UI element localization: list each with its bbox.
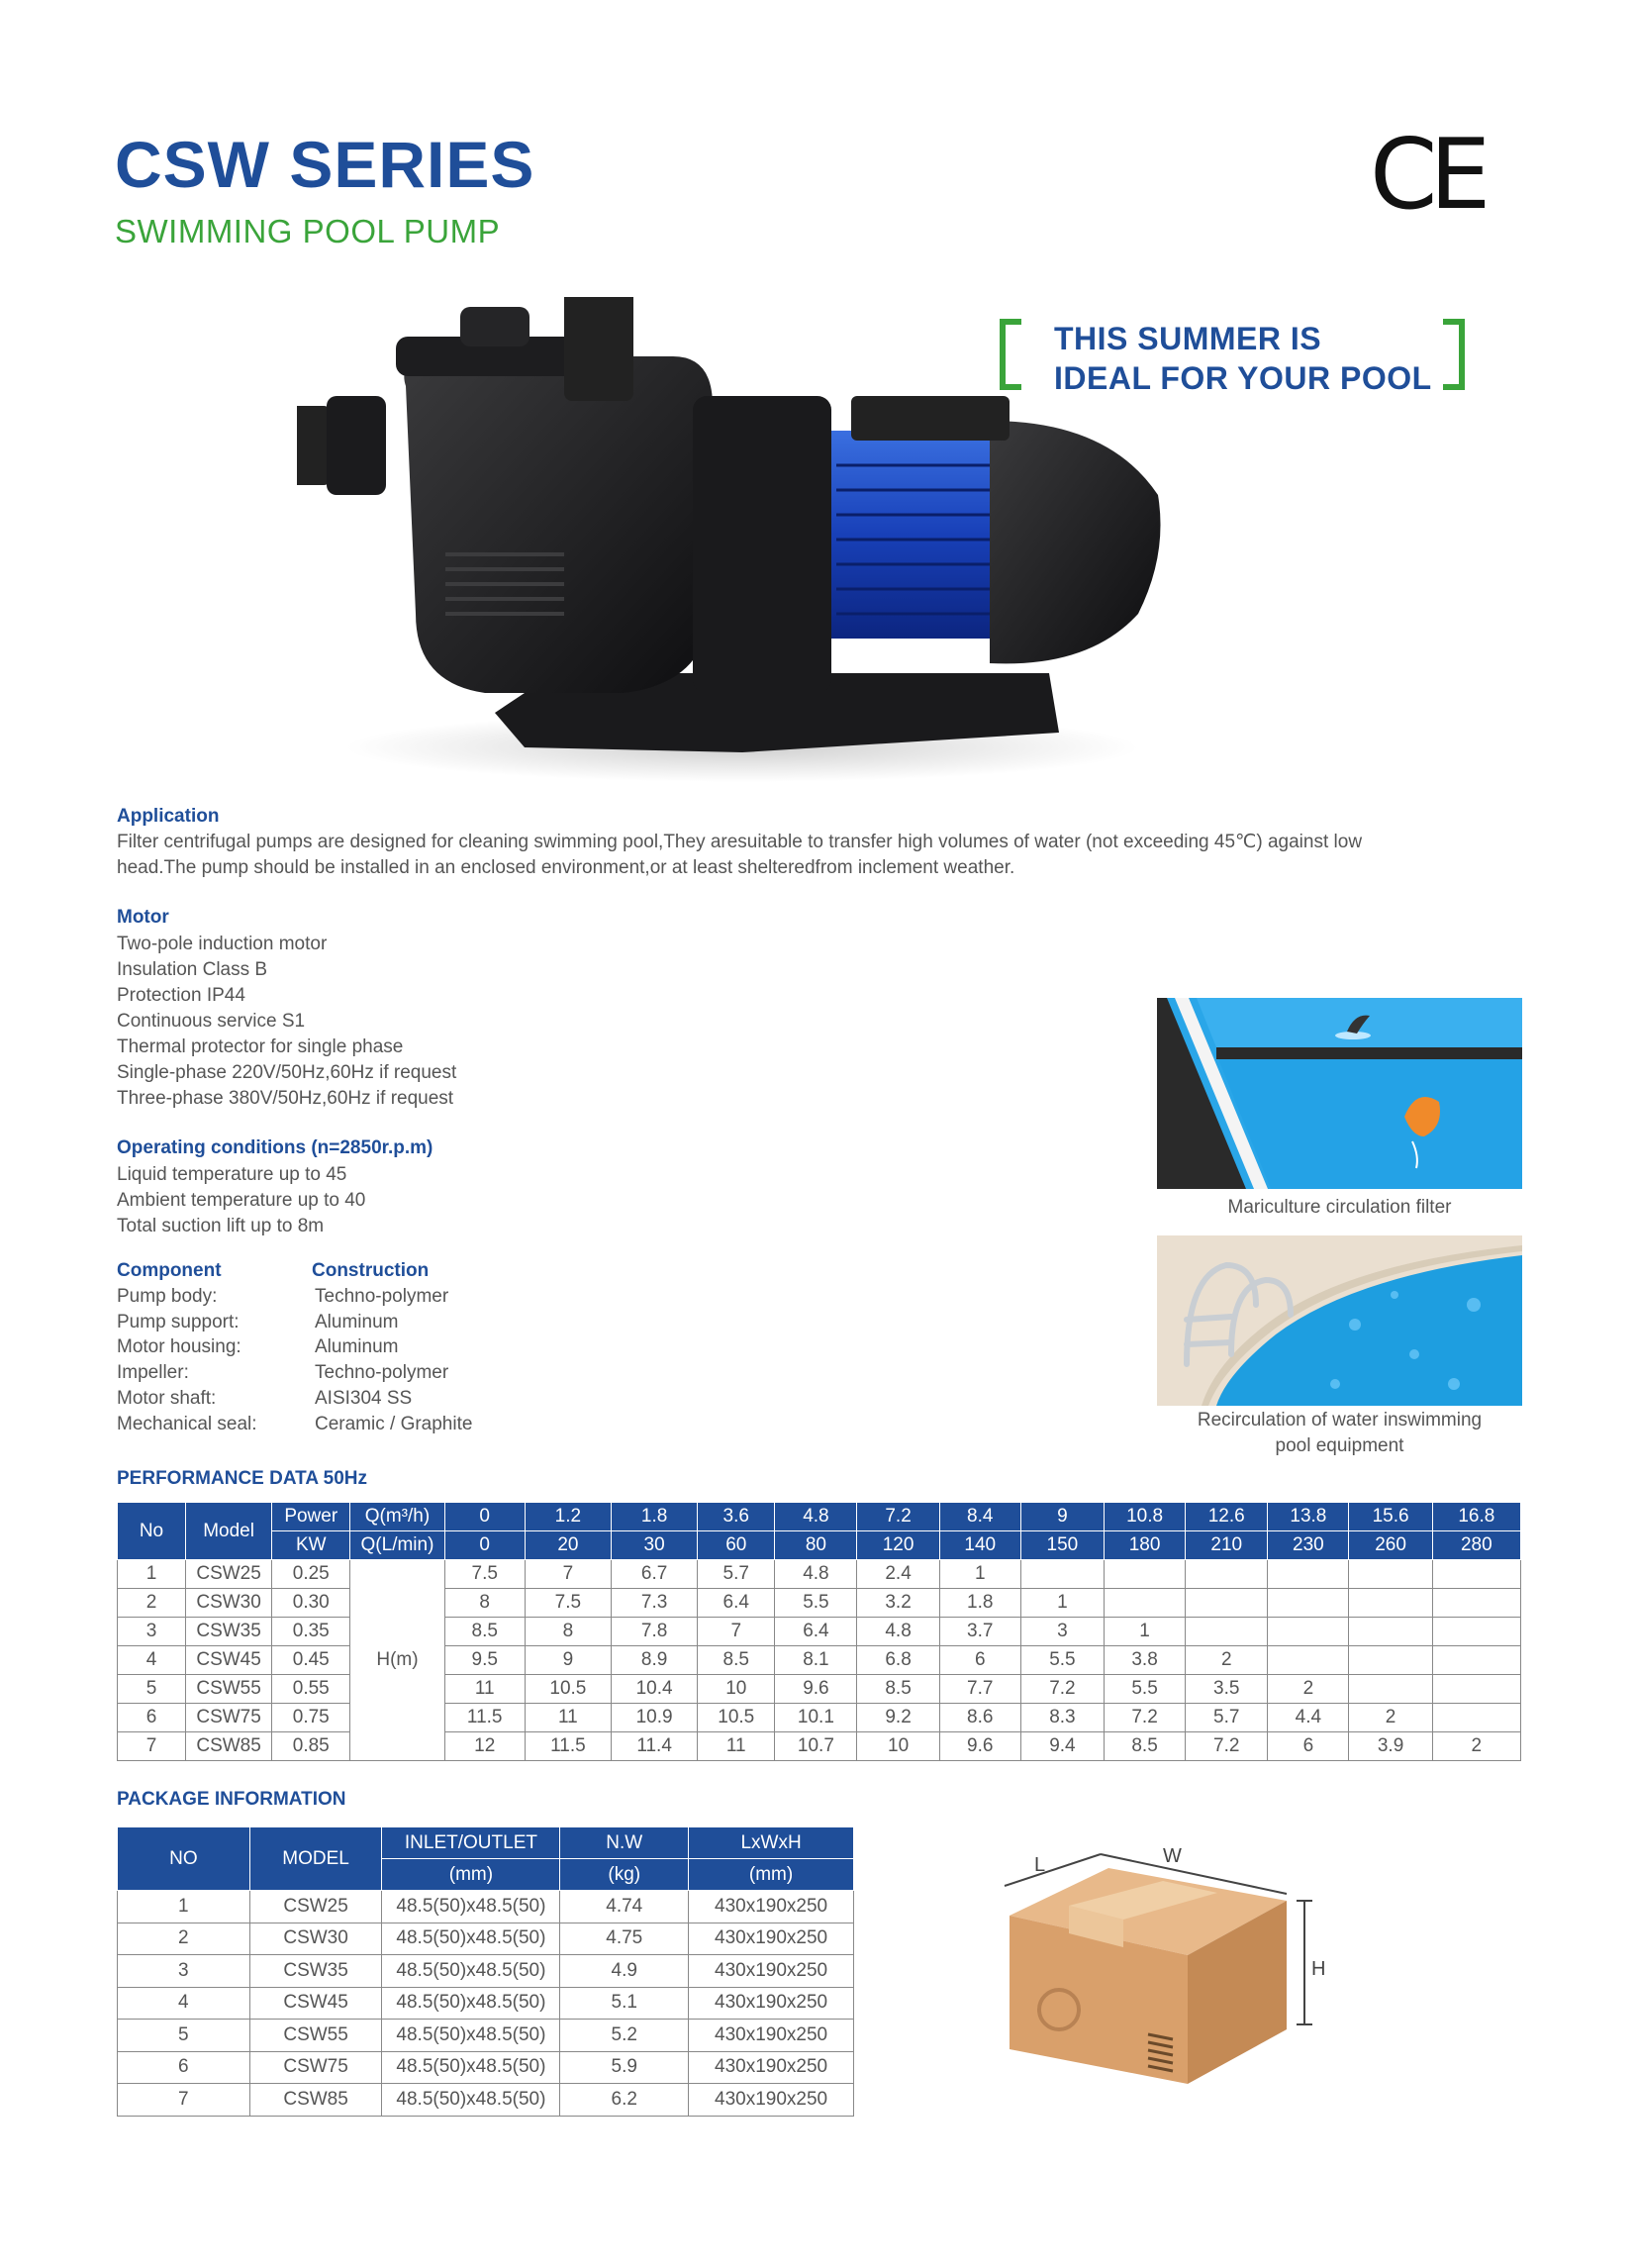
head-value-cell: 9 — [525, 1646, 611, 1675]
head-value-cell — [1432, 1646, 1520, 1675]
head-value-cell — [1186, 1589, 1268, 1618]
row-kw: 0.45 — [272, 1646, 350, 1675]
row-no: 6 — [118, 2051, 250, 2084]
row-dim: 430x190x250 — [689, 2020, 854, 2052]
col-power: Power — [272, 1503, 350, 1531]
head-value-cell: 10.9 — [612, 1704, 698, 1732]
table-row — [118, 1732, 1521, 1761]
head-value-cell: 3.5 — [1186, 1675, 1268, 1704]
row-kw: 0.30 — [272, 1589, 350, 1618]
row-no: 5 — [118, 2020, 250, 2052]
row-model: CSW35 — [185, 1618, 271, 1646]
table-row — [118, 2051, 854, 2084]
head-value-cell: 9.4 — [1020, 1732, 1104, 1761]
head-value-cell: 6.4 — [698, 1589, 775, 1618]
cardboard-box-image — [990, 1836, 1326, 2094]
head-value-cell: 11.5 — [525, 1732, 611, 1761]
head-value-cell: 8.3 — [1020, 1704, 1104, 1732]
application-line-2: head.The pump should be installed in an enclosed environment,or at least shelteredfrom inclement weather. — [117, 857, 1015, 878]
performance-header-row — [118, 1531, 1521, 1560]
head-value-cell — [1432, 1704, 1520, 1732]
motor-item: Thermal protector for single phase — [117, 1036, 404, 1057]
page-subtitle: SWIMMING POOL PUMP — [115, 213, 501, 249]
head-value-cell — [1186, 1560, 1268, 1589]
head-value-cell: 6 — [1268, 1732, 1349, 1761]
head-value-cell — [1268, 1646, 1349, 1675]
row-kw: 0.85 — [272, 1732, 350, 1761]
table-row — [118, 1987, 854, 2020]
head-value-cell: 7.2 — [1104, 1704, 1185, 1732]
head-value-cell: 7.3 — [612, 1589, 698, 1618]
head-value-cell: 5.7 — [1186, 1704, 1268, 1732]
row-model: CSW25 — [185, 1560, 271, 1589]
performance-table — [117, 1502, 1521, 1761]
col-kw: KW — [272, 1531, 350, 1560]
row-kw: 0.55 — [272, 1675, 350, 1704]
row-model: CSW85 — [249, 2084, 382, 2117]
component-name: Pump body: — [117, 1286, 218, 1307]
row-no: 4 — [118, 1987, 250, 2020]
application-heading: Application — [117, 806, 220, 827]
package-heading: PACKAGE INFORMATION — [117, 1789, 346, 1810]
q-m3h-cell: 12.6 — [1186, 1503, 1268, 1531]
head-value-cell: 8.5 — [1104, 1732, 1185, 1761]
head-value-cell — [1186, 1618, 1268, 1646]
col-dim: LxWxH — [689, 1827, 854, 1859]
q-m3h-cell: 4.8 — [775, 1503, 857, 1531]
component-name: Pump support: — [117, 1311, 240, 1332]
table-row — [118, 1560, 1521, 1589]
component-name: Mechanical seal: — [117, 1413, 257, 1434]
performance-body — [118, 1560, 1521, 1761]
head-value-cell: 8.5 — [698, 1646, 775, 1675]
construction-material: Ceramic / Graphite — [315, 1413, 473, 1434]
head-value-cell: 7.5 — [525, 1589, 611, 1618]
table-row — [118, 1589, 1521, 1618]
package-header-row — [118, 1827, 854, 1859]
q-lmin-cell: 230 — [1268, 1531, 1349, 1560]
head-value-cell: 3.2 — [857, 1589, 939, 1618]
row-no: 3 — [118, 1955, 250, 1988]
head-value-cell: 4.8 — [857, 1618, 939, 1646]
table-row — [118, 1923, 854, 1955]
row-model: CSW30 — [185, 1589, 271, 1618]
head-value-cell: 7.2 — [1186, 1732, 1268, 1761]
head-value-cell: 2 — [1186, 1646, 1268, 1675]
col-inlet: INLET/OUTLET — [382, 1827, 560, 1859]
row-nw: 4.75 — [560, 1923, 689, 1955]
head-value-cell — [1104, 1560, 1185, 1589]
operating-list — [117, 1162, 365, 1239]
head-value-cell — [1432, 1560, 1520, 1589]
head-value-cell: 11 — [698, 1732, 775, 1761]
table-row — [118, 2020, 854, 2052]
application-line-1: Filter centrifugal pumps are designed for cleaning swimming pool,They aresuitable to transfer high volumes of water (not exceeding 45℃) against low — [117, 832, 1363, 852]
operating-heading: Operating conditions (n=2850r.p.m) — [117, 1137, 433, 1158]
head-value-cell: 8.5 — [444, 1618, 525, 1646]
head-value-cell: 7 — [698, 1618, 775, 1646]
q-m3h-cell: 16.8 — [1432, 1503, 1520, 1531]
head-value-cell — [1432, 1618, 1520, 1646]
head-value-cell: 11 — [525, 1704, 611, 1732]
motor-item: Three-phase 380V/50Hz,60Hz if request — [117, 1088, 454, 1109]
motor-item: Two-pole induction motor — [117, 934, 328, 954]
head-value-cell: 6.8 — [857, 1646, 939, 1675]
q-m3h-cell: 9 — [1020, 1503, 1104, 1531]
head-value-cell: 6.7 — [612, 1560, 698, 1589]
head-value-cell — [1020, 1560, 1104, 1589]
table-row — [118, 2084, 854, 2117]
row-nw: 6.2 — [560, 2084, 689, 2117]
component-heading: Component — [117, 1260, 222, 1281]
col-nw-unit: (kg) — [560, 1859, 689, 1891]
row-no: 2 — [118, 1923, 250, 1955]
row-inlet: 48.5(50)x48.5(50) — [382, 1987, 560, 2020]
head-value-cell: 9.2 — [857, 1704, 939, 1732]
row-no: 1 — [118, 1560, 186, 1589]
head-value-cell — [1268, 1618, 1349, 1646]
table-row — [118, 1675, 1521, 1704]
col-dim-unit: (mm) — [689, 1859, 854, 1891]
component-name: Motor housing: — [117, 1336, 241, 1358]
head-value-cell: 7 — [525, 1560, 611, 1589]
row-dim: 430x190x250 — [689, 1955, 854, 1988]
q-lmin-cell: 140 — [939, 1531, 1020, 1560]
head-value-cell — [1432, 1589, 1520, 1618]
q-lmin-cell: 30 — [612, 1531, 698, 1560]
head-value-cell: 11.4 — [612, 1732, 698, 1761]
head-value-cell: 8.5 — [857, 1675, 939, 1704]
pump-product-image — [297, 297, 1217, 792]
row-no: 5 — [118, 1675, 186, 1704]
head-value-cell: 7.2 — [1020, 1675, 1104, 1704]
q-m3h-cell: 3.6 — [698, 1503, 775, 1531]
row-inlet: 48.5(50)x48.5(50) — [382, 1955, 560, 1988]
component-name: Motor shaft: — [117, 1387, 217, 1409]
row-model: CSW45 — [185, 1646, 271, 1675]
q-lmin-cell: 0 — [444, 1531, 525, 1560]
application-text — [117, 830, 1542, 881]
head-value-cell: 2 — [1432, 1732, 1520, 1761]
h-label: H(m) — [350, 1560, 444, 1761]
motor-item: Insulation Class B — [117, 959, 268, 980]
head-value-cell: 2 — [1268, 1675, 1349, 1704]
pool-caption-line-1: Recirculation of water inswimming — [1197, 1410, 1483, 1430]
row-inlet: 48.5(50)x48.5(50) — [382, 1923, 560, 1955]
head-value-cell: 10 — [857, 1732, 939, 1761]
row-dim: 430x190x250 — [689, 2051, 854, 2084]
table-row — [118, 1891, 854, 1923]
head-value-cell: 11 — [444, 1675, 525, 1704]
row-model: CSW25 — [249, 1891, 382, 1923]
motor-item: Single-phase 220V/50Hz,60Hz if request — [117, 1062, 457, 1083]
head-value-cell: 1.8 — [939, 1589, 1020, 1618]
mariculture-image — [1157, 998, 1522, 1189]
construction-material: AISI304 SS — [315, 1387, 413, 1409]
row-nw: 5.9 — [560, 2051, 689, 2084]
head-value-cell: 3.7 — [939, 1618, 1020, 1646]
table-row — [118, 1646, 1521, 1675]
construction-material: Techno-polymer — [315, 1286, 449, 1307]
row-nw: 4.74 — [560, 1891, 689, 1923]
row-model: CSW45 — [249, 1987, 382, 2020]
head-value-cell — [1349, 1675, 1432, 1704]
head-value-cell — [1104, 1589, 1185, 1618]
row-no: 4 — [118, 1646, 186, 1675]
slogan-line-1: THIS SUMMER IS — [1054, 321, 1322, 356]
head-value-cell: 6.4 — [775, 1618, 857, 1646]
pool-image — [1157, 1235, 1522, 1406]
package-body — [118, 1891, 854, 2117]
q-lmin-cell: 180 — [1104, 1531, 1185, 1560]
head-value-cell: 10 — [698, 1675, 775, 1704]
head-value-cell: 4.4 — [1268, 1704, 1349, 1732]
head-value-cell: 9.6 — [939, 1732, 1020, 1761]
box-label-h: H — [1311, 1958, 1326, 1980]
row-no: 1 — [118, 1891, 250, 1923]
head-value-cell: 8 — [444, 1589, 525, 1618]
row-kw: 0.75 — [272, 1704, 350, 1732]
row-inlet: 48.5(50)x48.5(50) — [382, 1891, 560, 1923]
head-value-cell: 12 — [444, 1732, 525, 1761]
motor-list — [117, 932, 456, 1112]
package-table — [117, 1826, 854, 2117]
head-value-cell: 3 — [1020, 1618, 1104, 1646]
box-label-w: W — [1163, 1845, 1182, 1867]
q-m3h-cell: 0 — [444, 1503, 525, 1531]
head-value-cell: 2 — [1349, 1704, 1432, 1732]
construction-material: Techno-polymer — [315, 1362, 449, 1384]
col-no: No — [118, 1503, 186, 1560]
row-no: 7 — [118, 1732, 186, 1761]
col-nw: N.W — [560, 1827, 689, 1859]
construction-heading: Construction — [312, 1260, 430, 1281]
operating-item: Liquid temperature up to 45 — [117, 1164, 347, 1185]
head-value-cell: 10.7 — [775, 1732, 857, 1761]
head-value-cell: 8.9 — [612, 1646, 698, 1675]
table-row — [118, 1618, 1521, 1646]
row-model: CSW30 — [249, 1923, 382, 1955]
slogan-line-2: IDEAL FOR YOUR POOL — [1054, 360, 1432, 396]
row-dim: 430x190x250 — [689, 1987, 854, 2020]
q-m3h-cell: 13.8 — [1268, 1503, 1349, 1531]
head-value-cell: 2.4 — [857, 1560, 939, 1589]
head-value-cell — [1268, 1560, 1349, 1589]
row-no: 6 — [118, 1704, 186, 1732]
pool-caption — [1157, 1408, 1522, 1459]
head-value-cell: 7.8 — [612, 1618, 698, 1646]
head-value-cell: 7.5 — [444, 1560, 525, 1589]
col-q-m3h: Q(m³/h) — [350, 1503, 444, 1531]
head-value-cell — [1349, 1589, 1432, 1618]
row-model: CSW75 — [249, 2051, 382, 2084]
motor-item: Continuous service S1 — [117, 1011, 306, 1032]
page-title: CSW SERIES — [115, 128, 535, 201]
col-q-lmin: Q(L/min) — [350, 1531, 444, 1560]
component-list — [117, 1284, 257, 1436]
q-m3h-cell: 10.8 — [1104, 1503, 1185, 1531]
table-row — [118, 1704, 1521, 1732]
box-label-l: L — [1034, 1854, 1046, 1876]
q-lmin-cell: 80 — [775, 1531, 857, 1560]
performance-header-row — [118, 1503, 1521, 1531]
head-value-cell: 10.5 — [525, 1675, 611, 1704]
row-model: CSW55 — [185, 1675, 271, 1704]
head-value-cell: 5.7 — [698, 1560, 775, 1589]
q-lmin-cell: 210 — [1186, 1531, 1268, 1560]
head-value-cell: 5.5 — [1104, 1675, 1185, 1704]
head-value-cell: 9.5 — [444, 1646, 525, 1675]
head-value-cell — [1349, 1560, 1432, 1589]
col-no: NO — [118, 1827, 250, 1891]
head-value-cell: 1 — [939, 1560, 1020, 1589]
head-value-cell: 8.1 — [775, 1646, 857, 1675]
col-model: Model — [185, 1503, 271, 1560]
row-kw: 0.25 — [272, 1560, 350, 1589]
head-value-cell — [1432, 1675, 1520, 1704]
row-model: CSW55 — [249, 2020, 382, 2052]
row-no: 7 — [118, 2084, 250, 2117]
head-value-cell: 11.5 — [444, 1704, 525, 1732]
row-nw: 4.9 — [560, 1955, 689, 1988]
head-value-cell: 8 — [525, 1618, 611, 1646]
q-m3h-cell: 1.2 — [525, 1503, 611, 1531]
q-lmin-cell: 60 — [698, 1531, 775, 1560]
q-lmin-cell: 150 — [1020, 1531, 1104, 1560]
head-value-cell — [1349, 1618, 1432, 1646]
head-value-cell: 5.5 — [775, 1589, 857, 1618]
head-value-cell: 3.9 — [1349, 1732, 1432, 1761]
head-value-cell — [1349, 1646, 1432, 1675]
q-lmin-cell: 260 — [1349, 1531, 1432, 1560]
head-value-cell: 8.6 — [939, 1704, 1020, 1732]
q-lmin-cell: 280 — [1432, 1531, 1520, 1560]
performance-heading: PERFORMANCE DATA 50Hz — [117, 1468, 367, 1489]
col-inlet-unit: (mm) — [382, 1859, 560, 1891]
head-value-cell: 3.8 — [1104, 1646, 1185, 1675]
head-value-cell: 10.1 — [775, 1704, 857, 1732]
row-nw: 5.2 — [560, 2020, 689, 2052]
row-kw: 0.35 — [272, 1618, 350, 1646]
row-model: CSW75 — [185, 1704, 271, 1732]
bracket-right — [1443, 319, 1465, 390]
row-nw: 5.1 — [560, 1987, 689, 2020]
row-inlet: 48.5(50)x48.5(50) — [382, 2084, 560, 2117]
row-inlet: 48.5(50)x48.5(50) — [382, 2020, 560, 2052]
construction-material: Aluminum — [315, 1336, 399, 1358]
head-value-cell: 7.7 — [939, 1675, 1020, 1704]
row-model: CSW85 — [185, 1732, 271, 1761]
construction-material: Aluminum — [315, 1311, 399, 1332]
row-inlet: 48.5(50)x48.5(50) — [382, 2051, 560, 2084]
row-dim: 430x190x250 — [689, 1891, 854, 1923]
q-m3h-cell: 15.6 — [1349, 1503, 1432, 1531]
head-value-cell: 5.5 — [1020, 1646, 1104, 1675]
row-no: 2 — [118, 1589, 186, 1618]
construction-list — [315, 1284, 472, 1436]
operating-item: Ambient temperature up to 40 — [117, 1190, 366, 1211]
head-value-cell: 9.6 — [775, 1675, 857, 1704]
q-m3h-cell: 1.8 — [612, 1503, 698, 1531]
pool-caption-line-2: pool equipment — [1275, 1435, 1404, 1456]
row-dim: 430x190x250 — [689, 2084, 854, 2117]
motor-item: Protection IP44 — [117, 985, 245, 1006]
q-m3h-cell: 7.2 — [857, 1503, 939, 1531]
head-value-cell: 10.5 — [698, 1704, 775, 1732]
col-model: MODEL — [249, 1827, 382, 1891]
head-value-cell — [1268, 1589, 1349, 1618]
head-value-cell: 4.8 — [775, 1560, 857, 1589]
ce-mark-logo: CE — [1370, 119, 1484, 232]
operating-item: Total suction lift up to 8m — [117, 1216, 325, 1236]
row-model: CSW35 — [249, 1955, 382, 1988]
q-lmin-cell: 120 — [857, 1531, 939, 1560]
head-value-cell: 10.4 — [612, 1675, 698, 1704]
component-name: Impeller: — [117, 1362, 189, 1384]
head-value-cell: 1 — [1104, 1618, 1185, 1646]
motor-heading: Motor — [117, 907, 169, 928]
row-dim: 430x190x250 — [689, 1923, 854, 1955]
head-value-cell: 6 — [939, 1646, 1020, 1675]
head-value-cell: 1 — [1020, 1589, 1104, 1618]
row-no: 3 — [118, 1618, 186, 1646]
table-row — [118, 1955, 854, 1988]
mariculture-caption: Mariculture circulation filter — [1227, 1197, 1452, 1218]
q-lmin-cell: 20 — [525, 1531, 611, 1560]
q-m3h-cell: 8.4 — [939, 1503, 1020, 1531]
